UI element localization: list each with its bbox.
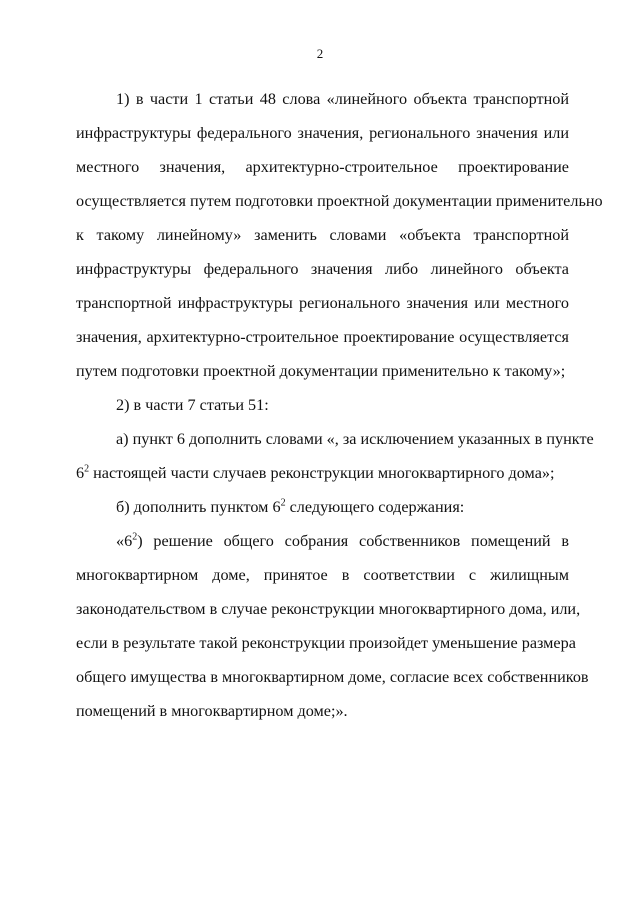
text-line: местного значения, архитектурно-строительное проектирование: [76, 158, 569, 176]
text-line: осуществляется путем подготовки проектной документации применительно: [76, 192, 603, 210]
superscript-base: 6: [76, 464, 85, 482]
text-line: а) пункт 6 дополнить словами «, за исключением указанных в пункте: [116, 430, 594, 448]
paragraph-amendment-article-51: [76, 388, 569, 422]
text-line: общего имущества в многоквартирном доме, согласие всех собственников: [76, 668, 589, 686]
superscript: 2: [132, 531, 138, 543]
text-line: к такому линейному» заменить словами «объекта транспортной: [76, 226, 569, 244]
text-line: [76, 490, 569, 524]
text-span: б) дополнить пунктом 6: [116, 498, 281, 516]
text-line: законодательством в случае реконструкции многоквартирного дома, или,: [76, 600, 581, 618]
superscript: 2: [280, 497, 286, 509]
text-line: значения, архитектурно-строительное проектирование осуществляется: [76, 328, 569, 346]
text-span: «6: [116, 532, 133, 550]
paragraph-new-item-6-2: [76, 524, 589, 728]
text-span: ) решение общего собрания собственников помещений в: [137, 532, 569, 550]
text-line: путем подготовки проектной документации применительно к такому»;: [76, 362, 566, 380]
text-line: если в результате такой реконструкции произойдет уменьшение размера: [76, 634, 576, 652]
superscript: 2: [84, 463, 90, 475]
page-number: 2: [316, 46, 324, 61]
text-line: 2) в части 7 статьи 51:: [116, 396, 269, 414]
text-line: [76, 456, 569, 490]
text-line: инфраструктуры федерального значения либо линейного объекта: [76, 260, 569, 278]
text-line: инфраструктуры федерального значения, регионального значения или: [76, 124, 569, 142]
paragraph-subitem-b: [76, 490, 569, 524]
document-body: [76, 82, 603, 728]
text-line: [76, 524, 569, 558]
text-span: следующего содержания:: [285, 498, 465, 516]
text-line: транспортной инфраструктуры регионального значения или местного: [76, 294, 569, 312]
text-span: настоящей части случаев реконструкции многоквартирного дома»;: [89, 464, 555, 482]
text-line: многоквартирном доме, принятое в соответствии с жилищным: [76, 566, 569, 584]
text-line: помещений в многоквартирном доме;».: [76, 702, 348, 720]
paragraph-subitem-a: [76, 422, 594, 490]
paragraph-amendment-article-48: [76, 82, 603, 388]
text-line: 1) в части 1 статьи 48 слова «линейного объекта транспортной: [116, 90, 569, 108]
